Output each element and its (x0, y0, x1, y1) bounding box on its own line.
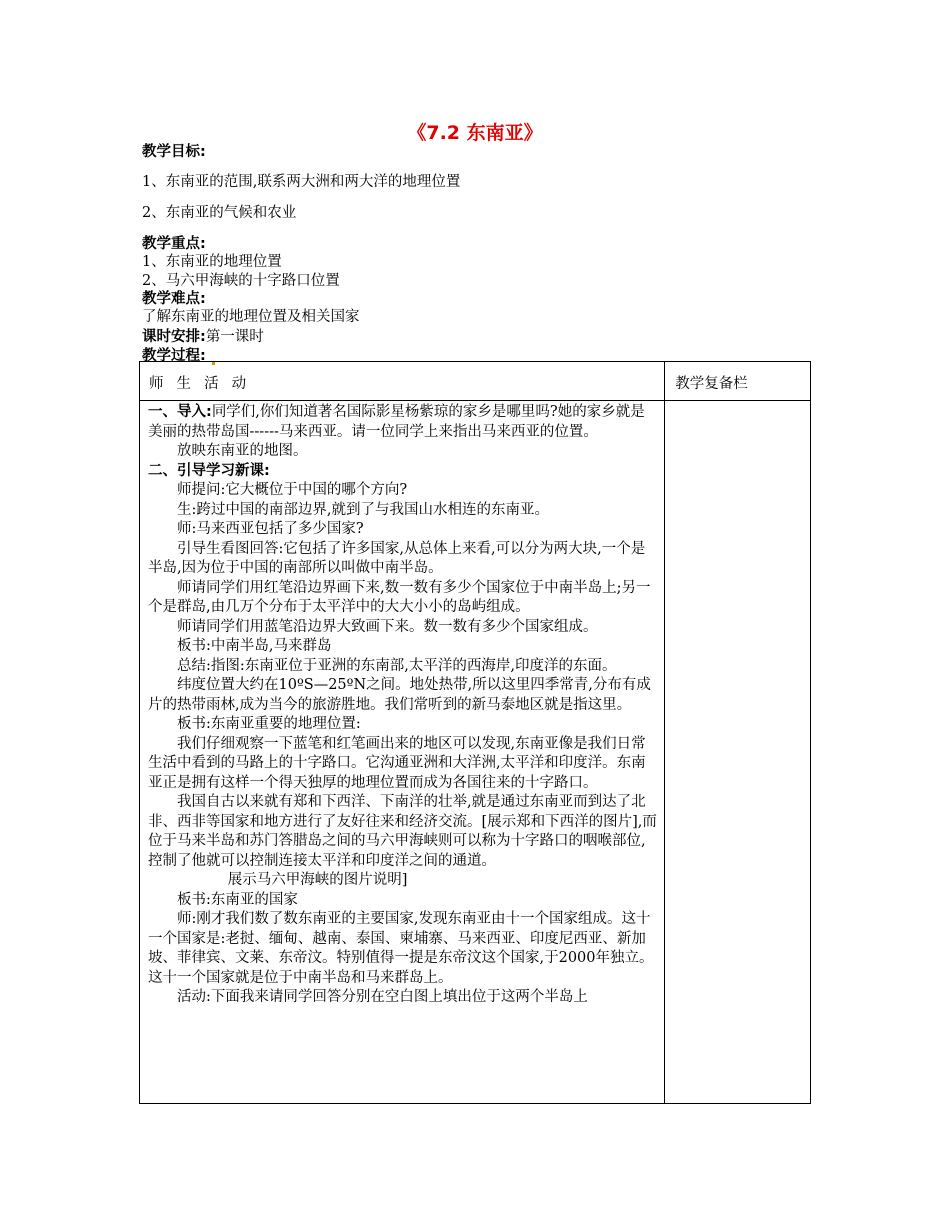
paragraph (148, 520, 658, 540)
paragraph (148, 481, 658, 501)
paragraph-text: 师请同学们用红笔沿边界画下来,数一数有多少个国家位于中南半岛上;另一个是群岛,由几万个分布于太平洋中的大大小小的岛屿组成。 (148, 579, 651, 615)
paragraph (148, 910, 658, 988)
paragraph (148, 540, 658, 579)
objective-item: 2、东南亚的气候和农业 (142, 205, 297, 221)
paragraph-text: 板书:东南亚重要的地理位置: (177, 716, 361, 732)
difficulties-heading: 教学难点: (142, 291, 206, 307)
paragraph-text: 放映东南亚的地图。 (177, 443, 308, 459)
objectives-section (142, 140, 206, 161)
paragraph-text: 我国自古以来就有郑和下西洋、下南洋的壮举,就是通过东南亚而到达了北非、西非等国家和地方进行了友好往来和经济交流。[展示郑和下西洋的图片],而位于马来半岛和苏门答腊岛之间的马六甲海峡则可以称为十字路口的咽喉部位,控制了他就可以控制连接太平洋和印度洋之间的通道。 (148, 794, 657, 869)
key-points-heading: 教学重点: (142, 236, 206, 252)
paragraph (148, 637, 658, 657)
paragraph (148, 442, 658, 462)
objective-item: 1、东南亚的范围,联系两大洲和两大洋的地理位置 (142, 174, 461, 190)
objectives-heading: 教学目标: (142, 144, 206, 160)
col2-header: 教学复备栏 (675, 376, 748, 392)
section-lead: 二、引导学习新课: (148, 462, 270, 479)
notes-cell (665, 401, 811, 1104)
paragraph (148, 618, 658, 638)
paragraph (148, 579, 658, 618)
document-title: 《7.2 东南亚》 (407, 122, 543, 144)
paragraph (148, 735, 658, 794)
paragraph-text: 活动:下面我来请同学回答分别在空白图上填出位于这两个半岛上 (177, 989, 588, 1005)
paragraph-text: 师:马来西亚包括了多少国家? (177, 521, 364, 537)
paragraph (148, 715, 658, 735)
paragraph (148, 676, 658, 715)
paragraph-text: 总结:指图:东南亚位于亚洲的东南部,太平洋的西海岸,印度洋的东面。 (177, 657, 617, 674)
section-lead: 一、导入: (148, 404, 212, 420)
header-cell-activities (140, 362, 665, 401)
paragraph (148, 657, 658, 677)
paragraph (148, 501, 658, 521)
paragraph-text: 板书:中南半岛,马来群岛 (177, 638, 332, 654)
paragraph (148, 462, 658, 482)
col1-header: 师生活动 (149, 376, 260, 392)
activities-cell (140, 401, 665, 1104)
header-cell-notes (665, 362, 811, 401)
schedule-value: 第一课时 (205, 329, 264, 345)
paragraph-text: 师:刚才我们数了数东南亚的主要国家,发现东南亚由十一个国家组成。这十一个国家是:老挝、缅甸、越南、泰国、柬埔寨、马来西亚、印度尼西亚、新加坡、菲律宾、文莱、东帝汶。特别值得一提是东帝汶这个国家,于2000年独立。这十一个国家就是位于中南半岛和马来群岛上。 (148, 911, 654, 986)
paragraph-text: 生:跨过中国的南部边界,就到了与我国山水相连的东南亚。 (177, 501, 549, 518)
paragraph-text: 师请同学们用蓝笔沿边界大致画下来。数一数有多少个国家组成。 (177, 618, 598, 635)
paragraph (148, 988, 658, 1008)
key-point-item: 2、马六甲海峡的十字路口位置 (142, 273, 340, 289)
paragraph-text: 展示马六甲海峡的图片说明] (227, 872, 408, 888)
paragraph (148, 793, 658, 871)
paragraph-text: 板书:东南亚的国家 (177, 891, 298, 908)
schedule-label: 课时安排: (142, 329, 206, 345)
paragraph-text: 师提问:它大概位于中国的哪个方向? (177, 482, 408, 498)
paragraph (148, 871, 658, 891)
lesson-table (139, 361, 811, 1104)
activities-content (140, 401, 664, 1103)
paragraph-text: 引导生看图回答:它包括了许多国家,从总体上来看,可以分为两大块,一个是半岛,因为位于中国的南部所以叫做中南半岛。 (148, 540, 646, 576)
paragraph-text: 同学们,你们知道著名国际影星杨紫琼的家乡是哪里吗?她的家乡就是美丽的热带岛国------马来西亚。请一位同学上来指出马来西亚的位置。 (148, 404, 645, 440)
key-point-item: 1、东南亚的地理位置 (142, 254, 282, 270)
paragraph (148, 891, 658, 911)
schedule-line (142, 325, 264, 346)
difficulties-text: 了解东南亚的地理位置及相关国家 (142, 309, 360, 325)
process-heading-text: 教学过程: (142, 348, 206, 364)
paragraph-text: 纬度位置大约在10ºS—25ºN之间。地处热带,所以这里四季常青,分布有成片的热带雨林,成为当今的旅游胜地。我们常听到的新马泰地区就是指这里。 (148, 677, 651, 713)
paragraph-text: 我们仔细观察一下蓝笔和红笔画出来的地区可以发现,东南亚像是我们日常生活中看到的马路上的十字路口。它沟通亚洲和大洋洲,太平洋和印度洋。东南亚正是拥有这样一个得天独厚的地理位置而成为各国往来的十字路口。 (148, 735, 646, 791)
paragraph (148, 403, 658, 442)
